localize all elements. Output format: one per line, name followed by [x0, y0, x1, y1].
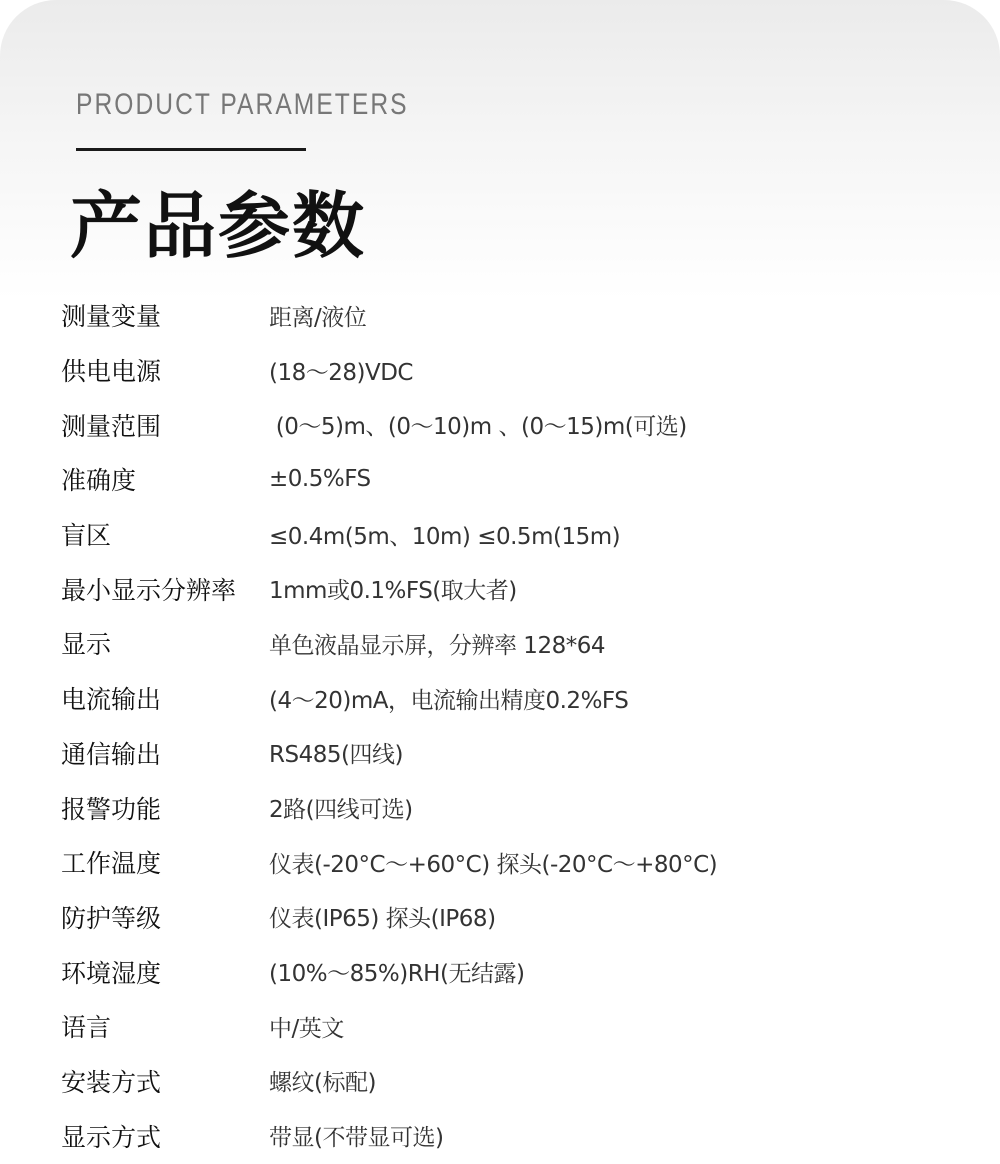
- param-label: 测量变量: [61, 302, 162, 332]
- param-value: (18～28)VDC: [269, 359, 413, 386]
- param-row-alarm-function: [61, 780, 961, 835]
- param-value: ±0.5%FS: [269, 466, 371, 493]
- param-value: (0～5)m、(0～10)m 、(0～15)m(可选): [269, 414, 687, 441]
- param-label: 测量范围: [61, 411, 162, 441]
- param-value: 仪表(-20°C～+60°C) 探头(-20°C～+80°C): [269, 851, 718, 878]
- title-divider: [76, 148, 306, 151]
- param-label: 安装方式: [61, 1067, 162, 1097]
- param-label: 工作温度: [61, 849, 162, 879]
- param-label: 供电电源: [61, 357, 162, 387]
- param-row-ambient-humidity: [61, 944, 961, 999]
- param-row-measuring-range: [61, 397, 961, 452]
- param-label: 显示: [61, 630, 112, 660]
- param-label: 语言: [61, 1013, 112, 1043]
- param-row-accuracy: [61, 452, 961, 507]
- param-label: 通信输出: [61, 739, 162, 769]
- param-row-current-output: [61, 671, 961, 726]
- param-value: 螺纹(标配): [269, 1070, 376, 1097]
- param-value: 1mm或0.1%FS(取大者): [269, 578, 517, 605]
- param-row-min-resolution: [61, 561, 961, 616]
- param-value: RS485(四线): [269, 742, 403, 769]
- param-value: 单色液晶显示屏，分辨率 128*64: [269, 632, 605, 659]
- param-label: 盲区: [61, 521, 112, 551]
- parameter-list: [61, 288, 961, 1163]
- param-label: 报警功能: [61, 794, 162, 824]
- param-row-installation: [61, 1054, 961, 1109]
- param-value: 中/英文: [269, 1015, 344, 1042]
- param-label: 准确度: [61, 466, 137, 496]
- param-value: ≤0.4m(5m、10m) ≤0.5m(15m): [269, 523, 621, 550]
- param-label: 防护等级: [61, 903, 162, 933]
- param-row-protection-rating: [61, 890, 961, 945]
- param-value: 距离/液位: [269, 304, 367, 331]
- param-label: 环境湿度: [61, 958, 162, 988]
- param-row-measured-variable: [61, 288, 961, 343]
- param-row-communication-output: [61, 726, 961, 781]
- param-row-blind-zone: [61, 507, 961, 562]
- param-value: 带显(不带显可选): [269, 1125, 444, 1152]
- param-label: 电流输出: [61, 685, 162, 715]
- param-value: (10%～85%)RH(无结露): [269, 961, 525, 988]
- param-value: 仪表(IP65) 探头(IP68): [269, 906, 496, 933]
- param-label: 最小显示分辨率: [61, 575, 237, 605]
- param-row-display: [61, 616, 961, 671]
- param-row-language: [61, 999, 961, 1054]
- param-value: (4～20)mA，电流输出精度0.2%FS: [269, 687, 629, 714]
- param-row-display-mode: [61, 1108, 961, 1163]
- param-label: 显示方式: [61, 1122, 162, 1152]
- param-value: 2路(四线可选): [269, 797, 413, 824]
- param-row-power-supply: [61, 343, 961, 398]
- page-title: 产品参数: [70, 184, 367, 268]
- section-subtitle: PRODUCT PARAMETERS: [76, 88, 409, 121]
- param-row-operating-temperature: [61, 835, 961, 890]
